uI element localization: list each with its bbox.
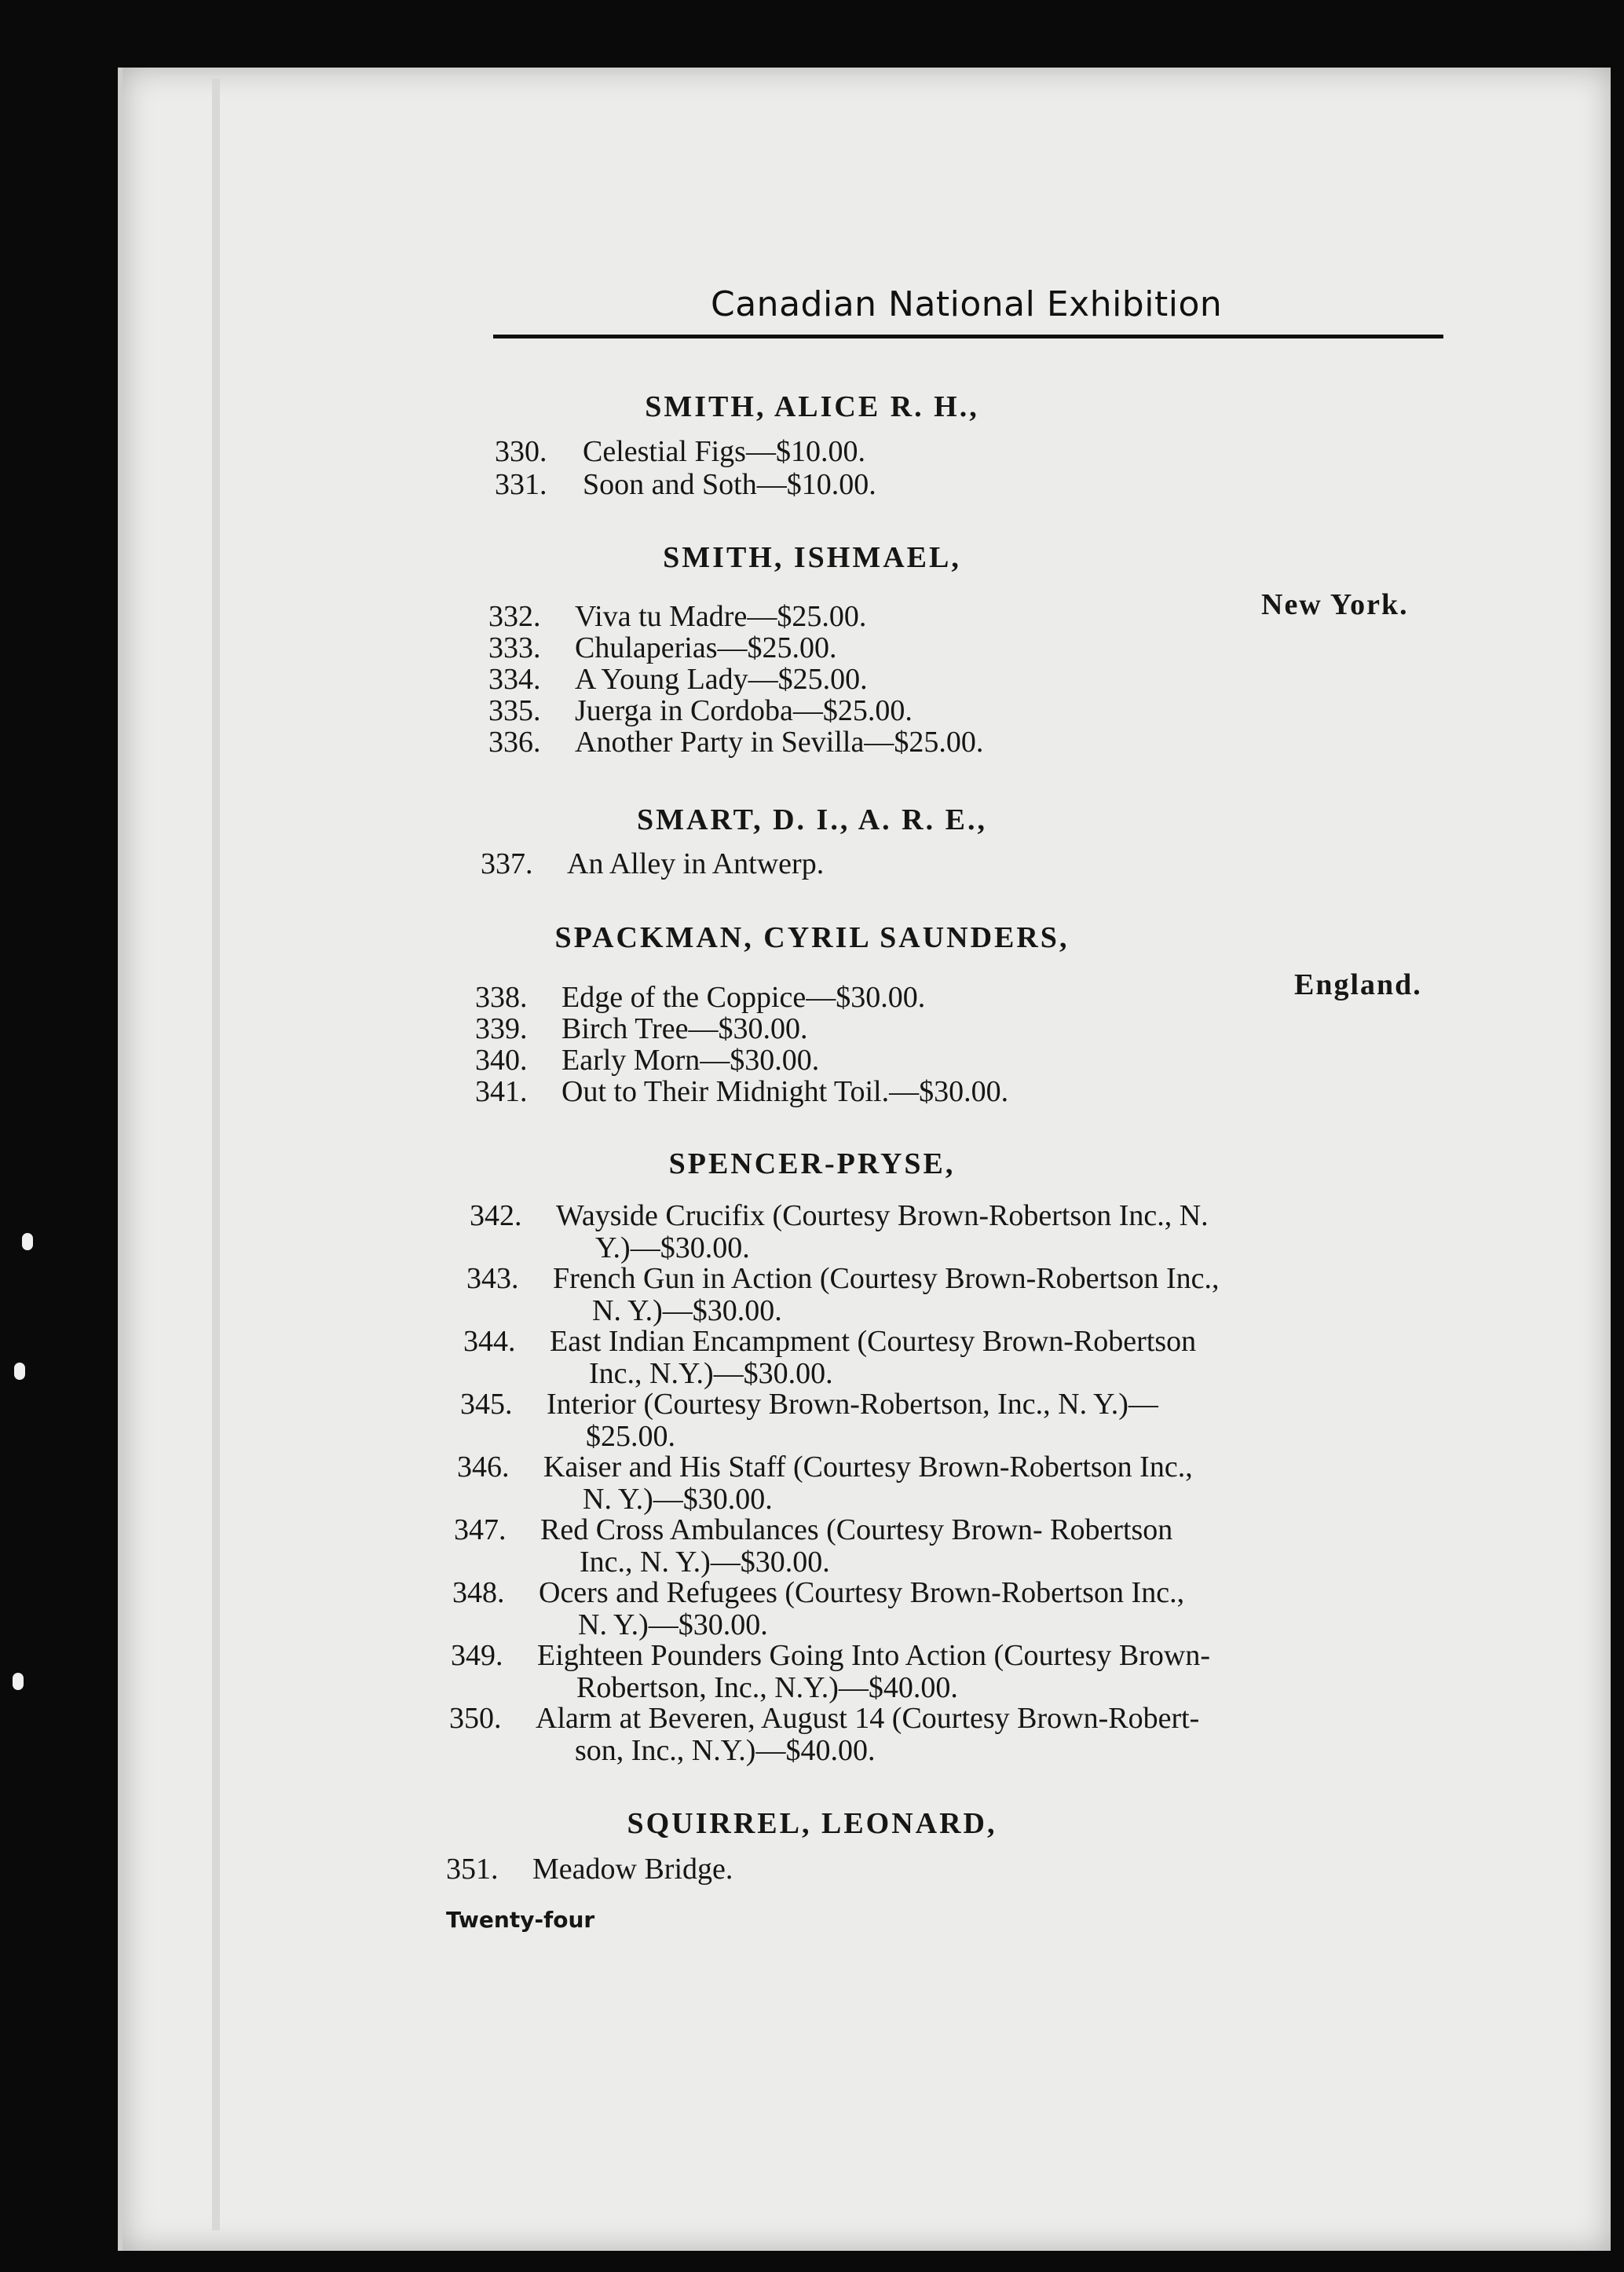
entry-number: 336. [488,726,541,759]
entry-number: 331. [495,468,547,501]
artist-heading: SMITH, ISHMAEL, [663,541,961,574]
entry-title: Out to Their Midnight Toil.—$30.00. [561,1075,1009,1108]
entry-number: 334. [488,663,541,696]
entry-title [539,1577,1410,1641]
entry-title-line: Red Cross Ambulances (Courtesy Brown- Robertson [540,1513,1173,1546]
entry-number: 335. [488,694,541,727]
entry-title: Birch Tree—$30.00. [561,1012,808,1045]
entry-title [536,1703,1407,1767]
entry-number: 343. [466,1262,519,1295]
entry-title: Another Party in Sevilla—$25.00. [575,726,984,759]
artist-heading: SMITH, ALICE R. H., [645,390,979,423]
entry-title: Juerga in Cordoba—$25.00. [575,694,913,727]
entry-title-continuation: N. Y.)—$30.00. [592,1294,782,1327]
entry-title-line: Wayside Crucifix (Courtesy Brown-Robertson Inc., N. [556,1199,1209,1232]
entry-number: 338. [475,981,528,1014]
entry-title [537,1640,1409,1704]
entry-number: 344. [463,1325,516,1358]
entry-title-continuation: N. Y.)—$30.00. [583,1483,773,1516]
entry-number: 347. [454,1513,507,1546]
entry-number: 332. [488,600,541,633]
entry-title-line: Kaiser and His Staff (Courtesy Brown-Robertson Inc., [543,1451,1193,1484]
entry-number: 339. [475,1012,528,1045]
entry-title [547,1388,1418,1453]
entry-title-line: Interior (Courtesy Brown-Robertson, Inc., N. Y.)— [547,1388,1158,1421]
artist-heading: SMART, D. I., A. R. E., [637,803,987,836]
page-header: Canadian National Exhibition [711,284,1223,324]
entry-number: 349. [451,1639,503,1672]
entry-number: 346. [457,1451,510,1484]
entry-title: Viva tu Madre—$25.00. [575,600,867,633]
artist-location: England. [1294,968,1422,1001]
entry-title [540,1514,1412,1579]
entry-title: Meadow Bridge. [532,1853,733,1886]
entry-title-continuation: son, Inc., N.Y.)—$40.00. [575,1734,876,1767]
entry-number: 340. [475,1044,528,1077]
entry-title-line: Alarm at Beveren, August 14 (Courtesy Brown-Robert- [536,1702,1200,1735]
entry-number: 345. [460,1388,513,1421]
entry-title: A Young Lady—$25.00. [575,663,868,696]
entry-title: Celestial Figs—$10.00. [583,435,865,468]
entry-title [556,1200,1428,1264]
entry-title-line: Eighteen Pounders Going Into Action (Courtesy Brown- [537,1639,1211,1672]
artist-heading: SPACKMAN, CYRIL SAUNDERS, [554,921,1070,954]
entry-title: Early Morn—$30.00. [561,1044,820,1077]
entry-number: 342. [470,1199,522,1232]
entry-number: 350. [449,1702,502,1735]
entry-title [543,1451,1415,1516]
entry-number: 351. [446,1853,499,1886]
entry-number: 337. [481,847,533,880]
entry-title-continuation: N. Y.)—$30.00. [578,1608,768,1641]
entry-title-continuation: Inc., N. Y.)—$30.00. [580,1546,830,1579]
film-speck [13,1673,24,1690]
entry-title-continuation: Y.)—$30.00. [595,1231,750,1264]
entry-title-line: French Gun in Action (Courtesy Brown-Robertson Inc., [553,1262,1220,1295]
entry-title-line: East Indian Encampment (Courtesy Brown-Robertson [550,1325,1197,1358]
entry-title: Edge of the Coppice—$30.00. [561,981,926,1014]
entry-title: An Alley in Antwerp. [567,847,825,880]
entry-title-continuation: Inc., N.Y.)—$30.00. [589,1357,833,1390]
entry-title [553,1263,1425,1327]
film-speck [22,1233,33,1250]
entry-title-continuation: $25.00. [586,1420,675,1453]
header-rule [493,335,1443,338]
entry-title: Chulaperias—$25.00. [575,631,837,664]
entry-number: 341. [475,1075,528,1108]
artist-heading: SPENCER-PRYSE, [668,1147,956,1180]
entry-title: Soon and Soth—$10.00. [583,468,876,501]
entry-number: 330. [495,435,547,468]
artist-location: New York. [1261,588,1409,621]
entry-number: 348. [452,1576,505,1609]
entry-title-line: Ocers and Refugees (Courtesy Brown-Robertson Inc., [539,1576,1185,1609]
entry-number: 333. [488,631,541,664]
page-number-label: Twenty-four [446,1907,595,1933]
entry-title-continuation: Robertson, Inc., N.Y.)—$40.00. [576,1671,958,1704]
artist-heading: SQUIRREL, LEONARD, [627,1807,997,1840]
entry-title [550,1326,1421,1390]
film-speck [14,1363,25,1380]
